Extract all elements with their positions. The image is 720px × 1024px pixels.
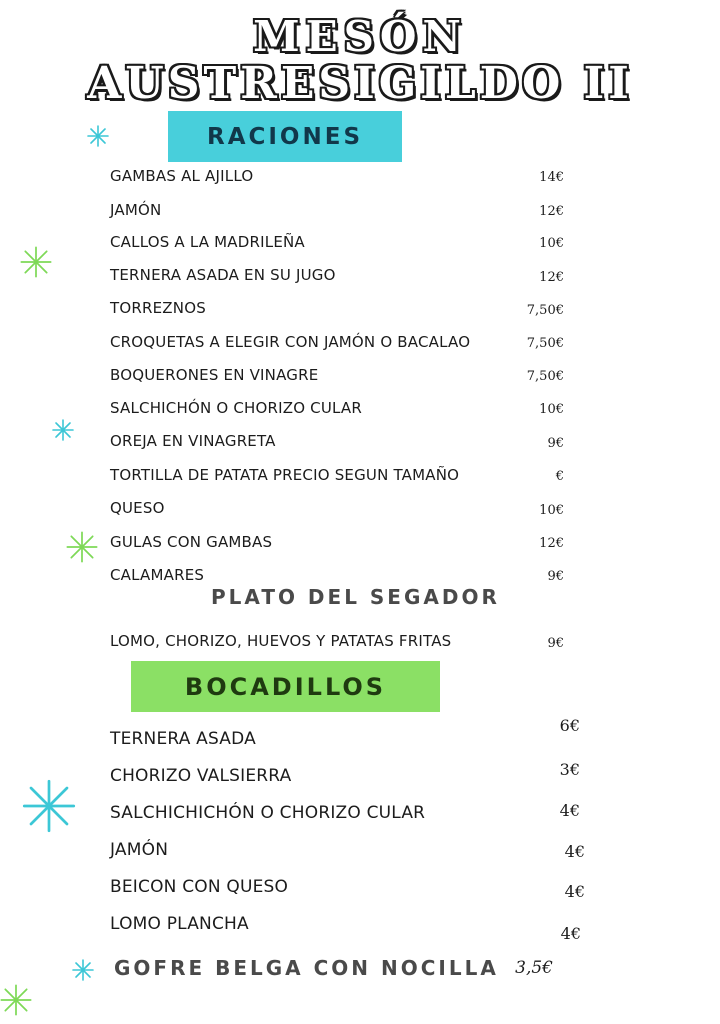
- menu-item-name: TORREZNOS: [110, 299, 206, 317]
- section-banner-bocadillos: BOCADILLOS: [131, 661, 440, 712]
- section-heading-gofre: GOFRE BELGA CON NOCILLA: [114, 956, 499, 980]
- menu-item-name: CALLOS A LA MADRILEÑA: [110, 233, 305, 251]
- sparkle-star-icon: [20, 246, 52, 278]
- menu-item-price: 4€: [560, 924, 581, 943]
- menu-item-price: 10€: [539, 402, 564, 417]
- menu-item-price: 4€: [564, 882, 585, 901]
- restaurant-name-line-1: MESÓN: [253, 12, 467, 61]
- menu-item-price: 4€: [559, 801, 580, 820]
- menu-item-price: 10€: [539, 236, 564, 251]
- menu-item-name: BEICON CON QUESO: [110, 877, 289, 897]
- menu-item-name: TERNERA ASADA EN SU JUGO: [110, 266, 336, 284]
- menu-item-price: 7,50€: [526, 369, 564, 384]
- menu-item-name: CROQUETAS A ELEGIR CON JAMÓN O BACALAO: [110, 333, 471, 351]
- menu-item-price: 7,50€: [526, 303, 564, 318]
- menu-item-price: 12€: [539, 270, 564, 285]
- menu-item-name: CHORIZO VALSIERRA: [110, 766, 292, 786]
- sparkle-star-icon: [0, 984, 32, 1016]
- menu-item-name: CALAMARES: [110, 566, 205, 584]
- menu-item-name: QUESO: [110, 499, 165, 517]
- sparkle-star-icon: [66, 531, 98, 563]
- menu-item-price: 12€: [539, 536, 564, 551]
- section-banner-raciones: RACIONES: [168, 111, 402, 162]
- sparkle-star-icon: [22, 779, 76, 833]
- menu-item-price: 4€: [564, 842, 585, 861]
- menu-item-price: 12€: [539, 204, 564, 219]
- sparkle-star-icon: [51, 418, 75, 442]
- menu-item-price: 14€: [539, 170, 564, 185]
- sparkle-star-icon: [86, 124, 110, 148]
- menu-item-price: 9€: [547, 569, 564, 584]
- menu-item-price: 6€: [559, 716, 580, 735]
- menu-item-name: GAMBAS AL AJILLO: [110, 167, 254, 185]
- gofre-price: 3,5€: [515, 958, 553, 978]
- menu-item-name: SALCHICHICHÓN O CHORIZO CULAR: [110, 803, 426, 823]
- menu-item-name: GULAS CON GAMBAS: [110, 533, 273, 551]
- menu-item-name: TORTILLA DE PATATA PRECIO SEGUN TAMAÑO: [110, 466, 460, 484]
- menu-item-price: 3€: [559, 760, 580, 779]
- restaurant-name-line-2: AUSTRESIGILDO II: [87, 58, 633, 109]
- section-heading-segador: PLATO DEL SEGADOR: [211, 585, 500, 609]
- menu-item-name: JAMÓN: [110, 201, 162, 219]
- menu-item-price: 10€: [539, 503, 564, 518]
- menu-item-name: LOMO, CHORIZO, HUEVOS Y PATATAS FRITAS: [110, 632, 452, 650]
- menu-item-price: 9€: [547, 636, 564, 651]
- menu-item-name: JAMÓN: [110, 840, 169, 860]
- menu-item-name: BOQUERONES EN VINAGRE: [110, 366, 319, 384]
- menu-item-name: SALCHICHÓN O CHORIZO CULAR: [110, 399, 363, 417]
- menu-item-name: LOMO PLANCHA: [110, 914, 249, 934]
- menu-item-price: 9€: [547, 436, 564, 451]
- menu-item-price: €: [555, 469, 564, 484]
- menu-item-name: OREJA EN VINAGRETA: [110, 432, 276, 450]
- menu-item-name: TERNERA ASADA: [110, 729, 256, 749]
- sparkle-star-icon: [71, 958, 95, 982]
- menu-item-price: 7,50€: [526, 336, 564, 351]
